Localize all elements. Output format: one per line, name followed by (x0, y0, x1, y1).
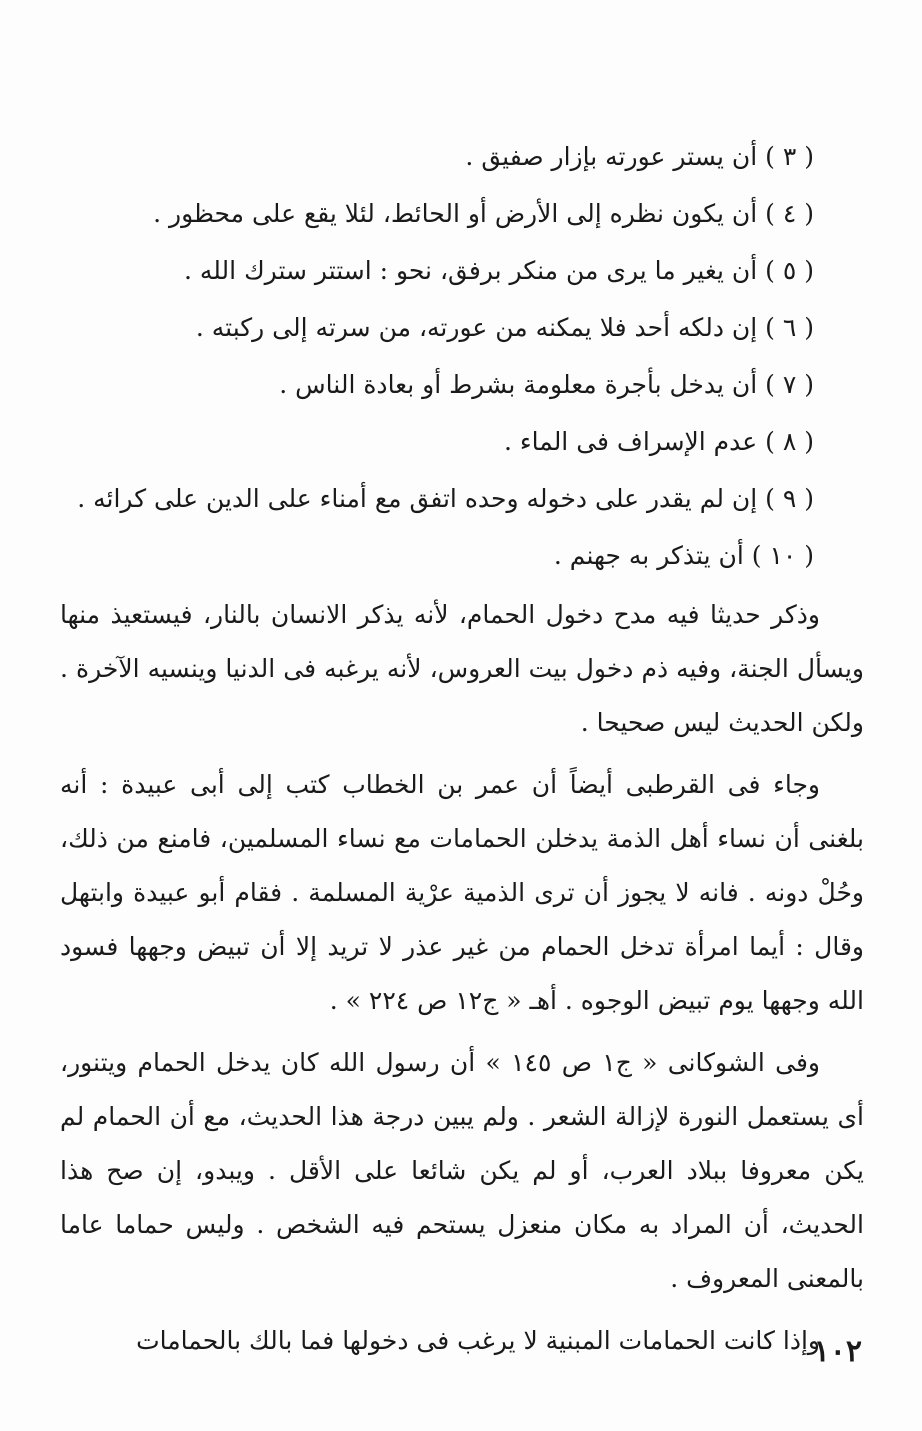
paragraph: وإذا كانت الحمامات المبنية لا يرغب فى دخولها فما بالك بالحمامات (136, 1326, 820, 1355)
list-item: ( ١٠ ) أن يتذكر به جهنم . (553, 541, 814, 570)
paragraph: وفى الشوكانى « ج١ ص ١٤٥ » أن رسول الله كان يدخل الحمام ويتنور، أى يستعمل النورة لإزالة الشعر . ولم يبين درجة هذا الحديث، مع أن الحمام لم يكن معروفا ببلاد العرب، أو لم يكن شائعا على الأقل . ويبدو، إن صح هذا الحديث، أن المراد به مكان منعزل يستحم فيه الشخص . وليس حماما عاما بالمعنى المعروف . (60, 1048, 864, 1293)
page-number: ١٠٢ (813, 1334, 862, 1369)
list-item: ( ٩ ) إن لم يقدر على دخوله وحده اتفق مع أمناء على الدين على كرائه . (77, 484, 814, 513)
list-item: ( ٧ ) أن يدخل بأجرة معلومة بشرط أو بعادة الناس . (279, 370, 814, 399)
paragraph: وجاء فى القرطبى أيضاً أن عمر بن الخطاب كتب إلى أبى عبيدة : أنه بلغنى أن نساء أهل الذمة يدخلن الحمامات مع نساء المسلمين، فامنع من ذلك، وحُلْ دونه . فانه لا يجوز أن ترى الذمية عرْية المسلمة . فقام أبو عبيدة وابتهل وقال : أيما امرأة تدخل الحمام من غير عذر لا تريد إلا أن تبيض وجهها فسود الله وجهها يوم تبيض الوجوه . أهـ « ج١٢ ص ٢٢٤ » . (60, 770, 864, 1015)
list-item: ( ٥ ) أن يغير ما يرى من منكر برفق، نحو : استتر سترك الله . (183, 256, 814, 285)
list-item: ( ٦ ) إن دلكه أحد فلا يمكنه من عورته، من سرته إلى ركبته . (195, 313, 814, 342)
body-text (60, 588, 864, 1376)
list-item: ( ٤ ) أن يكون نظره إلى الأرض أو الحائط، لئلا يقع على محظور . (153, 199, 814, 228)
conditions-list (60, 128, 814, 584)
list-item: ( ٣ ) أن يستر عورته بإزار صفيق . (465, 142, 814, 171)
paragraph: وذكر حديثا فيه مدح دخول الحمام، لأنه يذكر الانسان بالنار، فيستعيذ منها ويسأل الجنة، وفيه ذم دخول بيت العروس، لأنه يرغبه فى الدنيا وينسيه الآخرة . ولكن الحديث ليس صحيحا . (60, 600, 864, 737)
list-item: ( ٨ ) عدم الإسراف فى الماء . (503, 427, 814, 456)
